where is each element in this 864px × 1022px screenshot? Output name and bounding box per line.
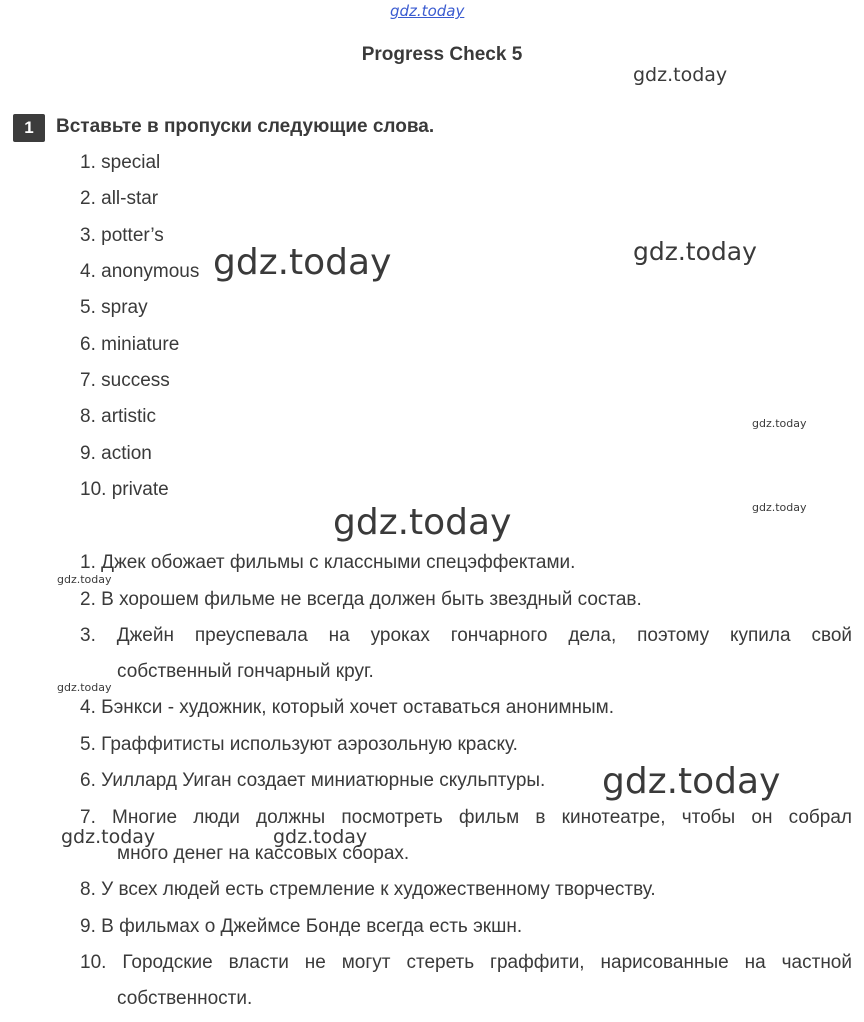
page-title: Progress Check 5 <box>361 44 523 65</box>
watermark-top[interactable]: gdz.today <box>390 2 465 20</box>
sentence-item: 10. Городские власти не могут стереть граффити, нарисованные на частной <box>80 952 852 973</box>
exercise-instruction: Вставьте в пропуски следующие слова. <box>56 116 435 137</box>
watermark: gdz.today <box>633 237 757 266</box>
watermark: gdz.today <box>57 573 112 586</box>
watermark: gdz.today <box>213 242 392 283</box>
word-item: 1. special <box>80 152 161 173</box>
word-item: 8. artistic <box>80 406 157 427</box>
word-item: 2. all-star <box>80 188 159 209</box>
watermark: gdz.today <box>333 502 512 543</box>
sentence-continuation: собственный гончарный круг. <box>117 661 374 682</box>
watermark: gdz.today <box>61 826 156 848</box>
sentence-item: 1. Джек обожает фильмы с классными спецэффектами. <box>80 552 576 573</box>
word-item: 10. private <box>80 479 169 500</box>
word-item: 6. miniature <box>80 334 180 355</box>
word-item: 7. success <box>80 370 170 391</box>
word-item: 5. spray <box>80 297 148 318</box>
sentence-continuation: много денег на кассовых сборах. <box>117 843 410 864</box>
sentence-item: 7. Многие люди должны посмотреть фильм в кинотеатре, чтобы он собрал <box>80 807 852 828</box>
watermark: gdz.today <box>752 417 807 430</box>
exercise-number-badge: 1 <box>13 114 45 142</box>
watermark: gdz.today <box>273 826 368 848</box>
sentence-item: 3. Джейн преуспевала на уроках гончарного дела, поэтому купила свой <box>80 625 852 646</box>
watermark: gdz.today <box>752 501 807 514</box>
sentence-item: 8. У всех людей есть стремление к художественному творчеству. <box>80 879 656 900</box>
word-item: 3. potter’s <box>80 225 164 246</box>
sentence-item: 6. Уиллард Уиган создает миниатюрные скульптуры. <box>80 770 546 791</box>
word-item: 9. action <box>80 443 152 464</box>
sentence-item: 4. Бэнкси - художник, который хочет оставаться анонимным. <box>80 697 615 718</box>
watermark: gdz.today <box>602 761 781 802</box>
sentence-item: 5. Граффитисты используют аэрозольную краску. <box>80 734 518 755</box>
word-item: 4. anonymous <box>80 261 200 282</box>
sentence-item: 9. В фильмах о Джеймсе Бонде всегда есть экшн. <box>80 916 523 937</box>
watermark: gdz.today <box>57 681 112 694</box>
sentence-continuation: собственности. <box>117 988 253 1009</box>
sentence-item: 2. В хорошем фильме не всегда должен быть звездный состав. <box>80 589 642 610</box>
watermark: gdz.today <box>633 64 728 86</box>
